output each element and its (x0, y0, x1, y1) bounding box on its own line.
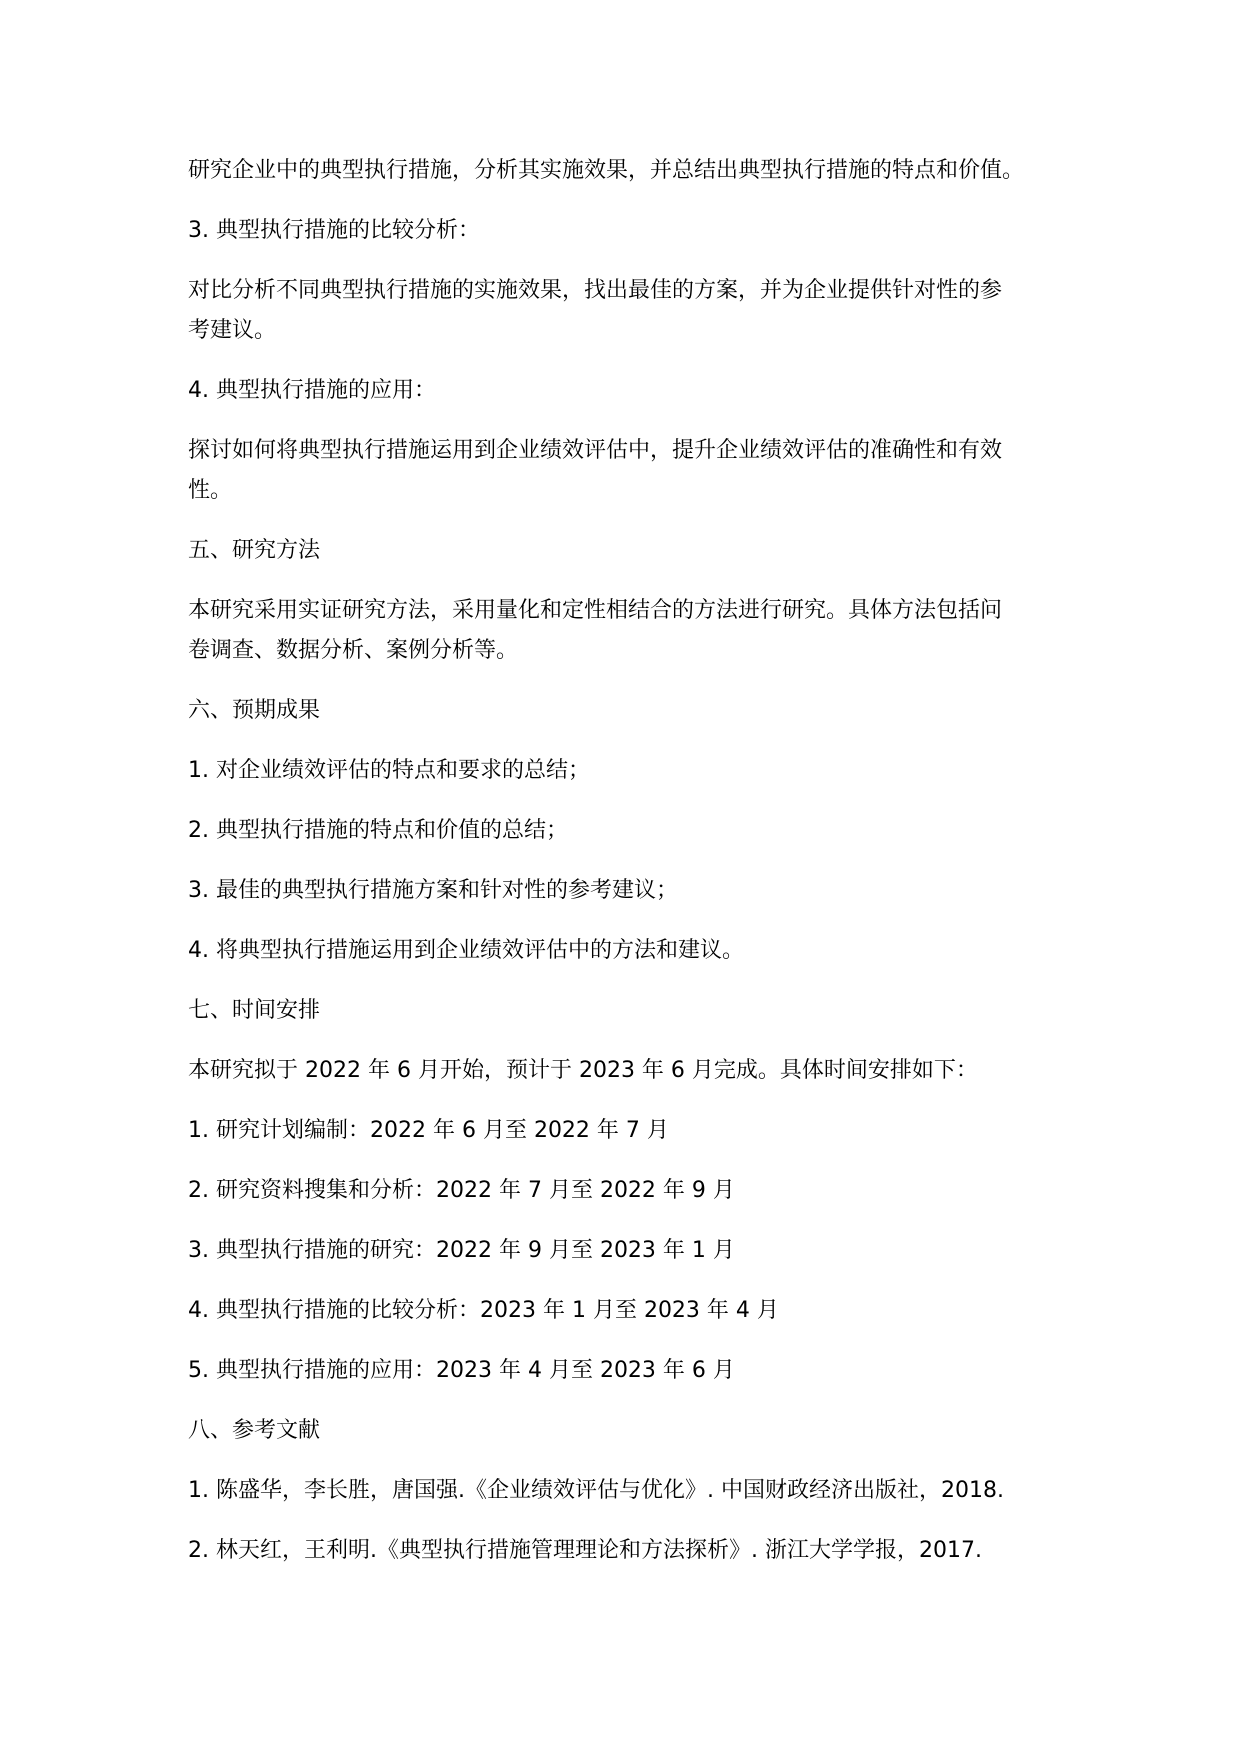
paragraph-line: 性。 (188, 478, 233, 503)
section-heading: 五、研究方法 (188, 538, 321, 563)
section-heading: 4. 典型执行措施的应用： (188, 378, 436, 403)
list-item: 4. 典型执行措施的比较分析：2023 年 1 月至 2023 年 4 月 (188, 1298, 779, 1323)
paragraph-line: 研究企业中的典型执行措施，分析其实施效果，并总结出典型执行措施的特点和价值。 (188, 158, 1025, 183)
reference-item: 1. 陈盛华，李长胜，唐国强.《企业绩效评估与优化》. 中国财政经济出版社，2018. (188, 1478, 1004, 1503)
paragraph-line: 考建议。 (188, 318, 277, 343)
section-heading: 六、预期成果 (188, 698, 321, 723)
list-item: 1. 对企业绩效评估的特点和要求的总结； (188, 758, 590, 783)
section-heading: 八、参考文献 (188, 1418, 321, 1443)
list-item: 5. 典型执行措施的应用：2023 年 4 月至 2023 年 6 月 (188, 1358, 735, 1383)
list-item: 3. 最佳的典型执行措施方案和针对性的参考建议； (188, 878, 678, 903)
list-item: 2. 研究资料搜集和分析：2022 年 7 月至 2022 年 9 月 (188, 1178, 735, 1203)
list-item: 4. 将典型执行措施运用到企业绩效评估中的方法和建议。 (188, 938, 744, 963)
list-item: 3. 典型执行措施的研究：2022 年 9 月至 2023 年 1 月 (188, 1238, 735, 1263)
paragraph-line: 本研究拟于 2022 年 6 月开始，预计于 2023 年 6 月完成。具体时间安排如下： (188, 1058, 978, 1083)
list-item: 1. 研究计划编制：2022 年 6 月至 2022 年 7 月 (188, 1118, 669, 1143)
paragraph-line: 对比分析不同典型执行措施的实施效果，找出最佳的方案，并为企业提供针对性的参 (188, 278, 1003, 303)
section-heading: 3. 典型执行措施的比较分析： (188, 218, 480, 243)
paragraph-line: 本研究采用实证研究方法，采用量化和定性相结合的方法进行研究。具体方法包括问 (188, 598, 1003, 623)
paragraph-line: 探讨如何将典型执行措施运用到企业绩效评估中，提升企业绩效评估的准确性和有效 (188, 438, 1003, 463)
reference-item: 2. 林天红，王利明.《典型执行措施管理理论和方法探析》. 浙江大学学报，2017. (188, 1538, 982, 1563)
paragraph-line: 卷调查、数据分析、案例分析等。 (188, 638, 519, 663)
list-item: 2. 典型执行措施的特点和价值的总结； (188, 818, 568, 843)
section-heading: 七、时间安排 (188, 998, 321, 1023)
